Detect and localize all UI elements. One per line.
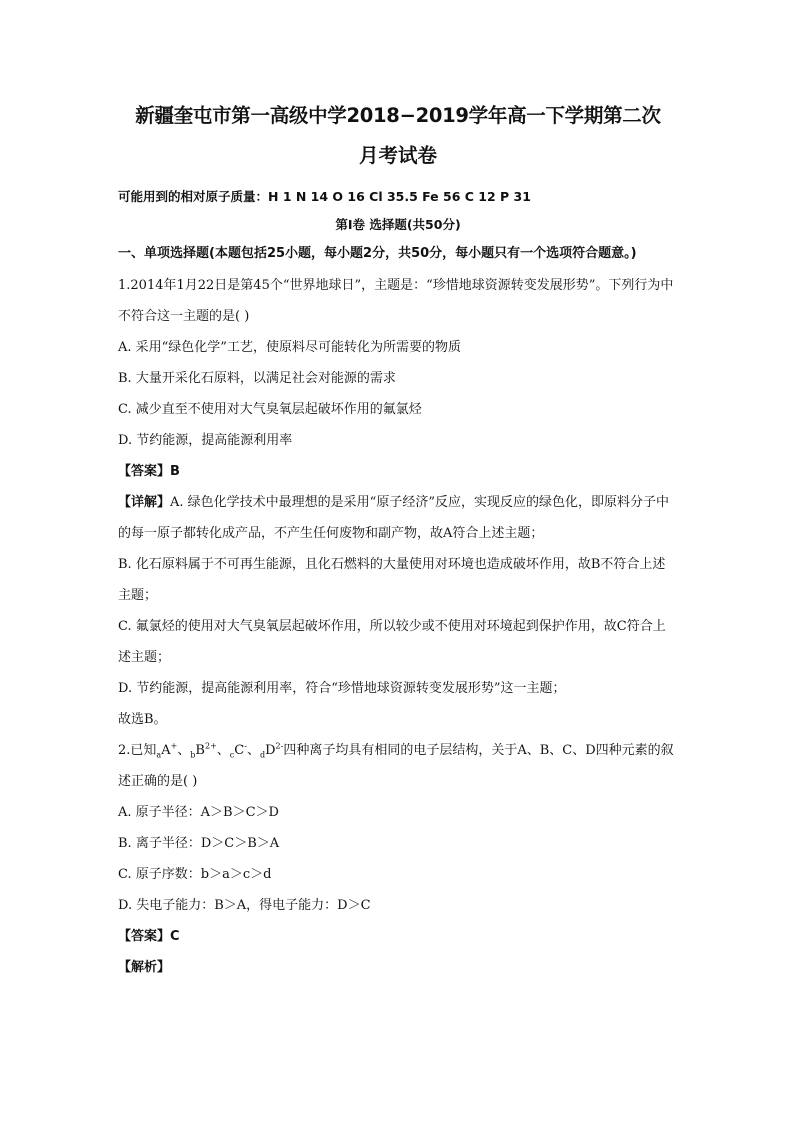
question-1-stem: 1.2014年1月22日是第45个“世界地球日”，主题是：“珍惜地球资源转变发展形势”。下列行为中不符合这一主题的是( ): [118, 278, 674, 324]
question-1: [118, 270, 678, 735]
part-heading: 一、单项选择题(本题包括25小题，每小题2分，共50分，每小题只有一个选项符合题意。): [118, 246, 637, 261]
ion-b-sub: b: [190, 750, 196, 760]
ion-d-symbol: D: [265, 743, 276, 758]
ion-d-charge: 2-: [275, 741, 284, 751]
question-1-option-d: D. 节约能源，提高能源利用率: [118, 433, 293, 448]
ion-a-charge: +: [170, 741, 178, 751]
title-line-1: 新疆奎屯市第一高级中学2018−2019学年高一下学期第二次: [135, 104, 661, 127]
question-2-answer: 【答案】C: [118, 929, 180, 944]
question-1-answer: 【答案】B: [118, 464, 180, 479]
question-1-detail-c: C. 氟氯烃的使用对大气臭氧层起破坏作用，所以较少或不使用对环境起到保护作用，故C符合上述主题；: [118, 619, 666, 665]
ion-sep: 、: [177, 743, 191, 758]
ion-d-sub: d: [259, 750, 266, 760]
title-line-2: 月考试卷: [358, 144, 437, 167]
question-2-option-c: C. 原子序数：b＞a＞c＞d: [118, 867, 272, 882]
stem-prefix: 2.已知: [118, 743, 157, 758]
ion-c-charge: -: [244, 741, 247, 751]
exam-title: [118, 96, 678, 176]
ion-sep: 、: [216, 743, 230, 758]
stem-suffix: 四种离子均具有相同的电子层结构，关于A、B、C、D四种元素的叙述正确的是( ): [118, 743, 674, 789]
question-1-conclusion: 故选B。: [118, 712, 167, 727]
section-heading: 第Ⅰ卷 选择题(共50分): [335, 217, 461, 232]
ion-c-sub: c: [229, 750, 235, 760]
ion-a-symbol: A: [161, 743, 171, 758]
question-1-option-a: A. 采用“绿色化学”工艺，使原料尽可能转化为所需要的物质: [118, 340, 461, 355]
question-2-option-b: B. 离子半径：D＞C＞B＞A: [118, 836, 280, 851]
ion-sep: 、: [246, 743, 260, 758]
ion-c-symbol: C: [234, 743, 245, 758]
question-1-option-b: B. 大量开采化石原料，以满足社会对能源的需求: [118, 371, 396, 386]
ion-b-charge: 2+: [204, 741, 217, 751]
ion-b-symbol: B: [195, 743, 205, 758]
detail-label: 【详解】: [118, 495, 171, 510]
question-1-detail-a: [118, 487, 678, 549]
question-1-detail-d: D. 节约能源，提高能源利用率，符合“珍惜地球资源转变发展形势”这一主题；: [118, 681, 566, 696]
question-1-option-c: C. 减少直至不使用对大气臭氧层起破坏作用的氟氯烃: [118, 402, 422, 417]
question-2-analysis: 【解析】: [118, 960, 171, 975]
exam-page: [118, 96, 678, 983]
question-2: [118, 735, 678, 983]
question-2-option-d: D. 失电子能力：B＞A，得电子能力：D＞C: [118, 898, 371, 913]
question-2-option-a: A. 原子半径：A＞B＞C＞D: [118, 805, 279, 820]
question-1-detail-b: B. 化石原料属于不可再生能源，且化石燃料的大量使用对环境也造成破坏作用，故B不符合上述主题；: [118, 557, 666, 603]
atomic-masses: 可能用到的相对原子质量：H 1 N 14 O 16 Cl 35.5 Fe 56 C 12 P 31: [118, 189, 531, 204]
ion-a-sub: a: [156, 750, 162, 760]
question-2-stem: [118, 735, 678, 797]
detail-text-a: A. 绿色化学技术中最理想的是采用“原子经济”反应，实现反应的绿色化，即原料分子中的每一原子都转化成产品，不产生任何废物和副产物，故A符合上述主题；: [118, 495, 669, 541]
